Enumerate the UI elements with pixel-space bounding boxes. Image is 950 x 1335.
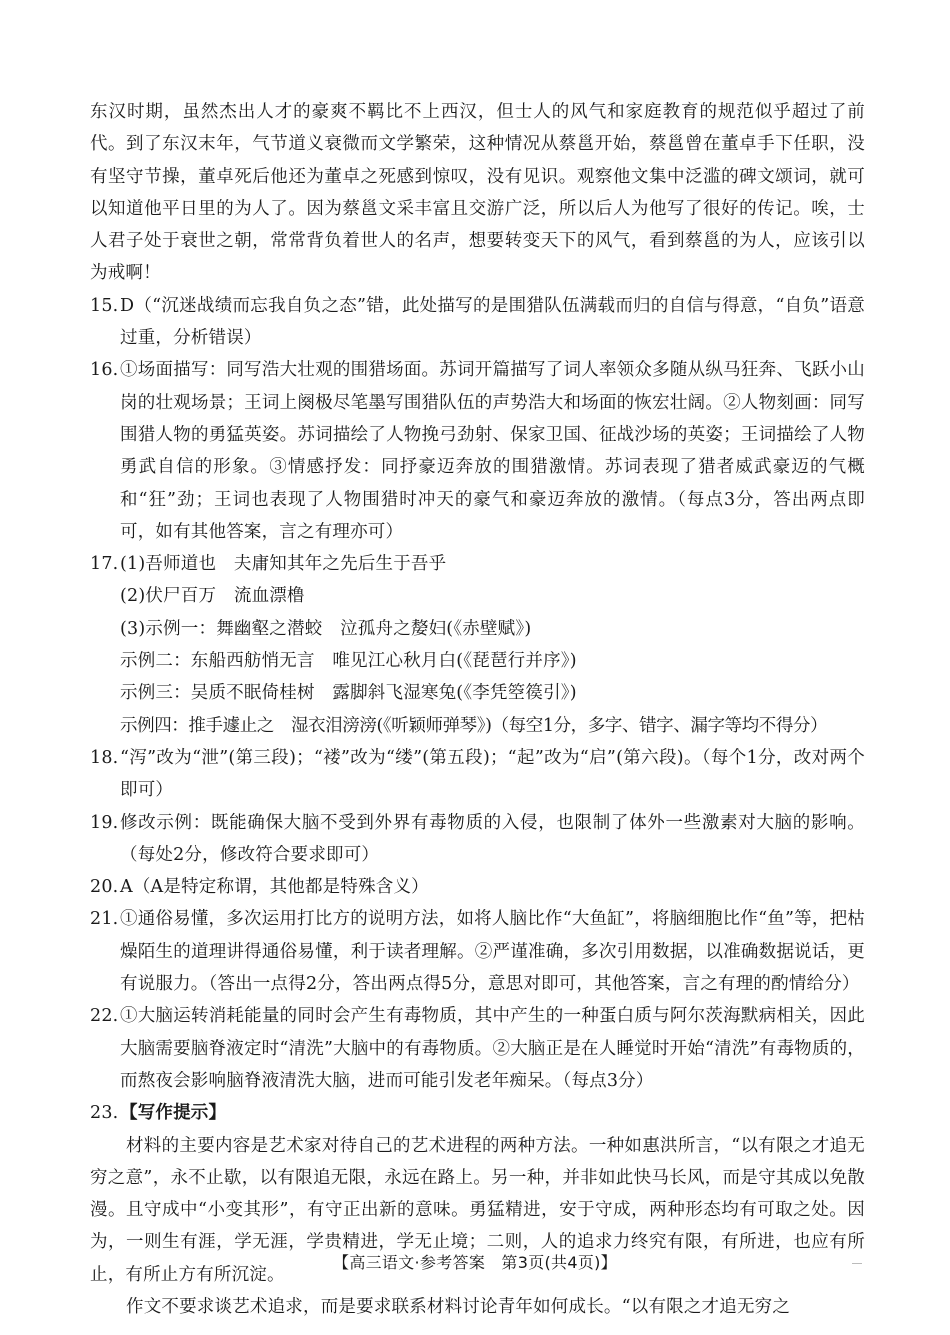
translation-paragraph: 东汉时期，虽然杰出人才的豪爽不羁比不上西汉，但士人的风气和家庭教育的规范似乎超过了前代。到了东汉末年，气节道义衰微而文学繁荣，这种情况从蔡邕开始，蔡邕曾在董卓手下任职，没有坚守节操，董卓死后他还为董卓之死感到惊叹，没有见识。观察他文集中泛滥的碑文颂词，就可以知道他平日里的为人了。因为蔡邕文采丰富且交游广泛，所以后人为他写了很好的传记。唉，士人君子处于衰世之朝，常常背负着世人的名声，想要转变天下的风气，看到蔡邕的为人，应该引以为戒啊！: [90, 102, 865, 284]
answer-text: ①通俗易懂，多次运用打比方的说明方法，如将人脑比作“大鱼缸”，将脑细胞比作“鱼”等，把枯燥陌生的道理讲得通俗易懂，利于读者理解。②严谨准确，多次引用数据，以准确数据说话，更有说服力。（答出一点得2分，答出两点得5分，意思对即可，其他答案，言之有理的酌情给分）: [120, 909, 865, 995]
answer-line: 示例四：推手遽止之 湿衣泪滂滂(《听颖师弹琴》)（每空1分，多字、错字、漏字等均不得分）: [120, 715, 828, 736]
answer-number: 16.: [90, 360, 119, 381]
answer-15: [90, 290, 865, 355]
answer-23-heading: [90, 1097, 865, 1129]
writing-tips-title: 【写作提示】: [120, 1103, 227, 1124]
answer-text: A（A是特定称谓，其他都是特殊含义）: [120, 877, 429, 898]
answer-number: 19.: [90, 812, 119, 833]
page-footer: 【高三语文·参考答案 第3页(共4页)】: [333, 1253, 617, 1272]
answer-20: [90, 871, 865, 903]
answer-18: [90, 742, 865, 807]
answer-number: 23.: [90, 1103, 119, 1124]
footer-mark: [852, 1263, 862, 1264]
answer-17: [90, 548, 865, 742]
answer-text: ①场面描写：同写浩大壮观的围猎场面。苏词开篇描写了词人率领众多随从纵马狂奔、飞跃小山岗的壮观场景；王词上阕极尽笔墨写围猎队伍的声势浩大和场面的恢宏壮阔。②人物刻画：同写围猎人物的勇猛英姿。苏词描绘了人物挽弓劲射、保家卫国、征战沙场的英姿；王词描绘了人物勇武自信的形象。③情感抒发：同抒豪迈奔放的围猎激情。苏词表现了猎者威武豪迈的气概和“狂”劲；王词也表现了人物围猎时冲天的豪气和豪迈奔放的激情。（每点3分，答出两点即可，如有其他答案，言之有理亦可）: [120, 360, 865, 542]
answer-content: [90, 96, 865, 1323]
answer-number: 20.: [90, 877, 119, 898]
answer-line: 示例三：吴质不眠倚桂树 露脚斜飞湿寒兔(《李凭箜篌引》): [120, 683, 577, 704]
answer-text: “泻”改为“泄”(第三段)；“褛”改为“缕”(第五段)；“起”改为“启”(第六段)。（每个1分，改对两个即可）: [120, 747, 865, 801]
answer-number: 22.: [90, 1006, 119, 1027]
answer-number: 18.: [90, 747, 119, 768]
answer-number: 17.: [90, 554, 119, 575]
answer-number: 15.: [90, 295, 119, 316]
writing-paragraph-1: 材料的主要内容是艺术家对待自己的艺术进程的两种方法。一种如惠洪所言，“以有限之才追无穷之意”，永不止歇，以有限追无限，永远在路上。另一种，并非如此快马长风，而是守其成以免散漫。且守成中“小变其形”，有守正出新的意味。勇猛精进，安于守成，两种形态均有可取之处。因为，一则生有涯，学无涯，学贵精进，学无止境；二则，人的追求力终究有限，有所进，也应有所止，有所止方有所沉淀。: [90, 1135, 865, 1285]
answer-line: 示例二：东船西舫悄无言 唯见江心秋月白(《琵琶行并序》): [120, 651, 577, 672]
answer-text: D（“沉迷战绩而忘我自负之态”错，此处描写的是围猎队伍满载而归的自信与得意，“自负”语意过重，分析错误）: [120, 295, 865, 349]
answer-text: 修改示例：既能确保大脑不受到外界有毒物质的入侵，也限制了体外一些激素对大脑的影响。（每处2分，修改符合要求即可）: [120, 812, 865, 865]
answer-line: (1)吾师道也 夫庸知其年之先后生于吾乎: [120, 554, 447, 575]
answer-22: [90, 1000, 865, 1097]
answer-line: (3)示例一：舞幽壑之潜蛟 泣孤舟之嫠妇(《赤壁赋》): [120, 618, 532, 639]
answer-line: (2)伏尸百万 流血漂橹: [120, 586, 305, 607]
answer-21: [90, 903, 865, 1000]
answer-number: 21.: [90, 909, 119, 930]
answer-19: [90, 807, 865, 872]
answer-16: [90, 354, 865, 548]
answer-text: ①大脑运转消耗能量的同时会产生有毒物质，其中产生的一种蛋白质与阿尔茨海默病相关，因此大脑需要脑脊液定时“清洗”大脑中的有毒物质。②大脑正是在人睡觉时开始“清洗”有毒物质的，而熬夜会影响脑脊液清洗大脑，进而可能引发老年痴呆。（每点3分）: [120, 1006, 865, 1091]
writing-paragraph-2: 作文不要求谈艺术追求，而是要求联系材料讨论青年如何成长。“以有限之才追无穷之: [126, 1296, 791, 1317]
